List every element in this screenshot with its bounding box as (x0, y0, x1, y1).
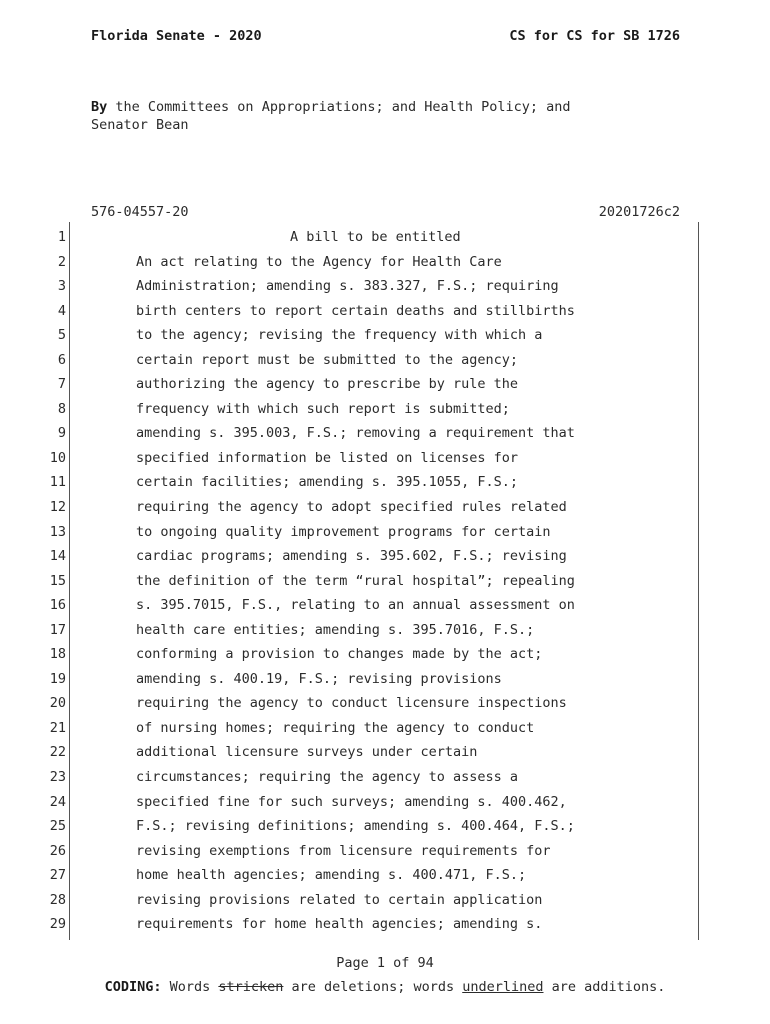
line-text: of nursing homes; requiring the agency to conduct (136, 719, 535, 736)
bill-line (0, 252, 770, 277)
bill-line (0, 841, 770, 866)
line-number: 9 (57, 425, 66, 442)
line-number: 4 (57, 302, 66, 319)
bill-line (0, 571, 770, 596)
sponsor-statement (91, 98, 651, 134)
bill-line (0, 301, 770, 326)
line-text: home health agencies; amending s. 400.471, F.S.; (136, 867, 527, 884)
line-number: 18 (49, 646, 66, 663)
line-number: 6 (57, 351, 66, 368)
document-header-chamber: Florida Senate - 2020 (91, 28, 262, 44)
coding-underlined-example: underlined (462, 979, 544, 995)
line-number: 2 (57, 253, 66, 270)
line-text: cardiac programs; amending s. 395.602, F.S.; revising (136, 548, 567, 565)
line-text: the definition of the term “rural hospital”; repealing (136, 572, 575, 589)
bill-line (0, 669, 770, 694)
coding-end: are additions. (543, 979, 666, 995)
line-number: 24 (49, 793, 66, 810)
line-number: 21 (49, 719, 66, 736)
line-number: 12 (49, 499, 66, 516)
line-text: F.S.; revising definitions; amending s. 400.464, F.S.; (136, 818, 575, 835)
coding-mid: are deletions; words (283, 979, 463, 995)
line-text: frequency with which such report is submitted; (136, 400, 510, 417)
line-text: certain report must be submitted to the agency; (136, 351, 519, 368)
line-text: specified fine for such surveys; amending s. 400.462, (136, 793, 567, 810)
sponsor-text-line1: the Committees on Appropriations; and Health Policy; and (107, 99, 571, 115)
bill-line (0, 497, 770, 522)
line-number: 16 (49, 597, 66, 614)
line-number: 7 (57, 376, 66, 393)
line-text: s. 395.7015, F.S., relating to an annual assessment on (136, 597, 575, 614)
page-indicator: Page 1 of 94 (336, 955, 434, 971)
document-header-bill-number: CS for CS for SB 1726 (509, 28, 680, 44)
line-number: 27 (49, 867, 66, 884)
line-text: birth centers to report certain deaths and stillbirths (136, 302, 575, 319)
line-number: 10 (49, 449, 66, 466)
bill-version-id: 20201726c2 (598, 204, 680, 220)
bill-line (0, 792, 770, 817)
line-number: 22 (49, 744, 66, 761)
bill-line (0, 865, 770, 890)
line-number: 20 (49, 695, 66, 712)
bill-line (0, 423, 770, 448)
line-text: additional licensure surveys under certain (136, 744, 478, 761)
coding-label: CODING: (104, 979, 162, 995)
line-number: 13 (49, 523, 66, 540)
line-text: An act relating to the Agency for Health Care (136, 253, 502, 270)
bill-line (0, 350, 770, 375)
line-text: health care entities; amending s. 395.7016, F.S.; (136, 621, 535, 638)
line-number: 29 (49, 916, 66, 933)
line-text: A bill to be entitled (290, 229, 461, 245)
sponsor-by-label: By (91, 99, 108, 115)
line-number: 14 (49, 548, 66, 565)
bill-line (0, 374, 770, 399)
line-text: certain facilities; amending s. 395.1055, F.S.; (136, 474, 519, 491)
sponsor-text-line2: Senator Bean (91, 117, 189, 133)
line-text: authorizing the agency to prescribe by rule the (136, 376, 519, 393)
line-number: 17 (49, 621, 66, 638)
line-number: 26 (49, 842, 66, 859)
line-number: 3 (57, 278, 66, 295)
bill-line (0, 227, 770, 252)
coding-legend (0, 979, 770, 995)
line-number: 15 (49, 572, 66, 589)
line-number: 5 (57, 327, 66, 344)
bill-line (0, 595, 770, 620)
bar-code-id: 576-04557-20 (91, 204, 189, 220)
line-text: amending s. 395.003, F.S.; removing a requirement that (136, 425, 575, 442)
line-text: to ongoing quality improvement programs for certain (136, 523, 551, 540)
line-text: conforming a provision to changes made by the act; (136, 646, 543, 663)
bill-line (0, 399, 770, 424)
line-number: 1 (57, 229, 66, 245)
bill-line (0, 325, 770, 350)
line-text: Administration; amending s. 383.327, F.S.; requiring (136, 278, 559, 295)
bill-line (0, 522, 770, 547)
bill-line (0, 914, 770, 939)
line-text: specified information be listed on licenses for (136, 449, 519, 466)
bill-line (0, 546, 770, 571)
line-text: requiring the agency to conduct licensure inspections (136, 695, 567, 712)
line-number: 19 (49, 670, 66, 687)
bill-line (0, 767, 770, 792)
line-text: amending s. 400.19, F.S.; revising provisions (136, 670, 502, 687)
bill-line (0, 816, 770, 841)
bill-line (0, 276, 770, 301)
bill-line (0, 718, 770, 743)
line-text: revising exemptions from licensure requirements for (136, 842, 551, 859)
line-number: 25 (49, 818, 66, 835)
line-number: 23 (49, 769, 66, 786)
line-number: 11 (49, 474, 66, 491)
bill-line (0, 448, 770, 473)
line-text: to the agency; revising the frequency with which a (136, 327, 543, 344)
bill-line (0, 644, 770, 669)
bill-line (0, 472, 770, 497)
bill-line (0, 890, 770, 915)
coding-words: Words (161, 979, 219, 995)
line-text: circumstances; requiring the agency to assess a (136, 769, 519, 786)
line-number: 8 (57, 400, 66, 417)
bill-line (0, 742, 770, 767)
bill-line (0, 620, 770, 645)
line-text: requirements for home health agencies; amending s. (136, 916, 543, 933)
line-number: 28 (49, 891, 66, 908)
line-text: requiring the agency to adopt specified rules related (136, 499, 567, 516)
bill-line (0, 693, 770, 718)
coding-stricken-example: stricken (218, 979, 284, 995)
line-text: revising provisions related to certain application (136, 891, 543, 908)
bill-text-lines (0, 227, 770, 939)
